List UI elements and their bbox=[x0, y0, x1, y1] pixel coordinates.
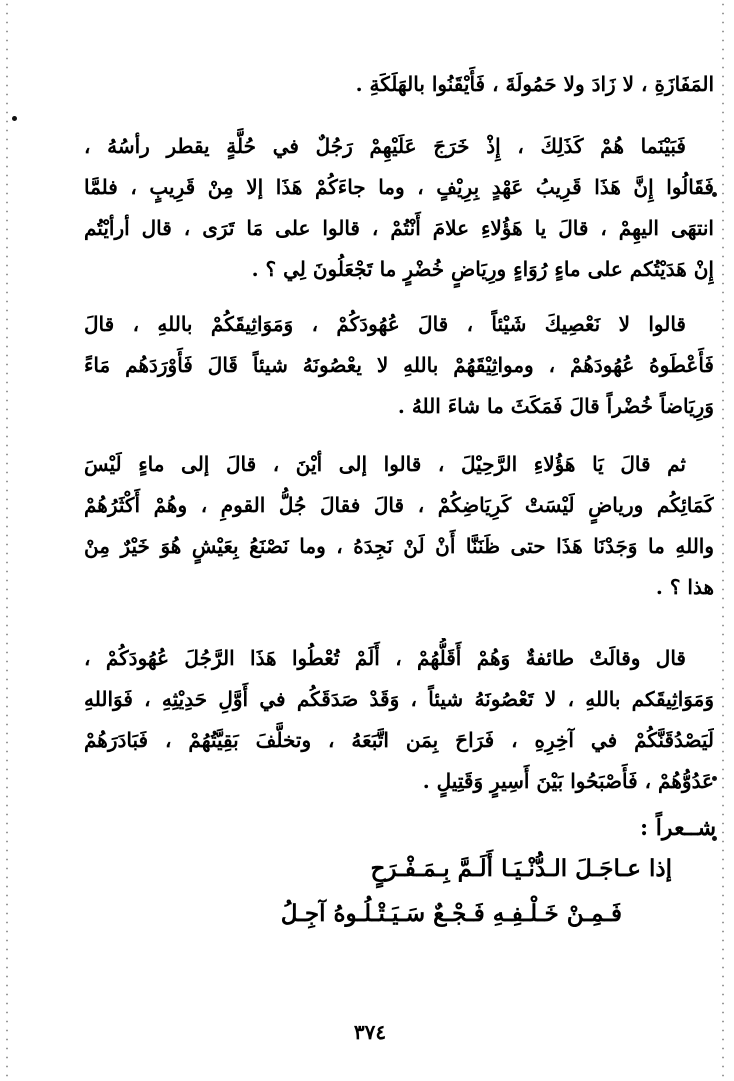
text-line: لَيَصْدُقَنَّكُمْ في آخِرِهِ ، فَرَاحَ بِمَن اتَّبَعَهُ ، وتخلَّفَ بَقِيَّتُهُمْ ، فَبَادَرَهُمْ bbox=[84, 728, 714, 752]
text-line: فَقَالُوا إِنَّ هَذَا قَرِيبُ عَهْدٍ بِرِيْفٍ ، وما جاءَكُمْ هَذَا إلا مِنْ قَرِيبٍ ، فلمَّا bbox=[84, 175, 714, 199]
margin-speck bbox=[12, 116, 17, 121]
text-line: عَدُوُّهُمْ ، فَأَصْبَحُوا بَيْنَ أَسِيرٍ وَقَتِيلٍ . bbox=[422, 769, 714, 793]
text-line: قالوا لا نَعْصِيكَ شَيْئاً ، قالَ عُهُودَكُمْ ، وَمَوَاثِيقَكُمْ باللهِ ، قالَ bbox=[84, 312, 686, 336]
poem-verse-2: فَـمِـنْ خَـلْـفِـهِ فَـجْـعٌ سَـيَـتْـلُـوهُ آجِـلُ bbox=[280, 900, 622, 927]
text-line: فَبَيْنَما هُمْ كَذَلِكَ ، إِذْ خَرَجَ عَلَيْهِمْ رَجُلٌ في حُلَّةٍ يقطر رأسُهُ ، bbox=[84, 134, 686, 158]
left-dotted-edge bbox=[6, 0, 8, 1081]
text-line: فَأَعْطَوهُ عُهُودَهُمْ ، ومواثِيْقَهُمْ باللهِ لا يعْصُونَهُ شيئاً قَالَ فَأَوْرَدَهُم مَاءً bbox=[84, 353, 714, 377]
paragraph-2 bbox=[84, 126, 714, 290]
poem-verse-1: إذا عـاجَـلَ الـدُّنْـيَـا أَلَـمَّ بِـمَـفْـرَحٍ bbox=[370, 855, 672, 882]
paragraph-5 bbox=[84, 638, 714, 802]
text-line: انتهَى اليهِمْ ، قالَ يا هَؤُلاءِ علامَ أَنْتُمْ ، قالوا على مَا تَرَى ، قال أرأيْتُم bbox=[84, 216, 714, 240]
poem-heading: شــعراً : bbox=[640, 815, 716, 841]
text-line: وَمَوَاثِيقَكم باللهِ ، لا تَعْصُونَهُ شيئاً ، وَقَدْ صَدَقَكُم في أَوَّلِ حَدِيْثِهِ ، فَوَاللهِ bbox=[84, 687, 714, 711]
text-line: المَفَازَةِ ، لا زَادَ ولا حَمُولَةَ ، فَأَيْقَنُوا بالهَلَكَةِ . bbox=[355, 72, 714, 96]
page-number: ٣٧٤ bbox=[353, 1020, 387, 1044]
text-line: وَرِيَاضاً خُضْراً قالَ فَمَكَثَ ما شاءَ اللهُ . bbox=[397, 394, 714, 418]
text-line: واللهِ ما وَجَدْنَا هَذَا حتى ظَنَنَّا أَنْ لَنْ نَجِدَهُ ، وما نَصْنَعُ بِعَيْشٍ هُوَ خَيْرٌ مِنْ bbox=[84, 534, 714, 558]
text-line: قال وقالَتْ طائفةٌ وَهُمْ أَقَلُّهُمْ ، أَلَمْ تُعْطُوا هَذَا الرَّجُلَ عُهُودَكُمْ ، bbox=[84, 646, 686, 670]
text-line: إِنْ هَدَيْتُكم على ماءٍ رُوَاءٍ ورِيَاضٍ خُضْرٍ ما تَجْعَلُونَ لِي ؟ . bbox=[251, 257, 714, 281]
text-line: هذا ؟ . bbox=[655, 575, 714, 599]
text-line: كَمَائِكُم ورياضٍ لَيْسَتْ كَرِيَاضِكُمْ ، قالَ فقالَ جُلُّ القومِ ، وهُمْ أَكْثَرُهُمْ bbox=[84, 493, 714, 517]
text-line: ثم قالَ يَا هَؤُلاءِ الرَّحِيْلَ ، قالوا إلى أيْنَ ، قالَ إلى ماءٍ لَيْسَ bbox=[84, 452, 687, 476]
paragraph-3 bbox=[84, 304, 714, 427]
paragraph-4 bbox=[84, 444, 714, 608]
paragraph-1 bbox=[84, 64, 714, 105]
right-dotted-edge bbox=[722, 0, 724, 1081]
